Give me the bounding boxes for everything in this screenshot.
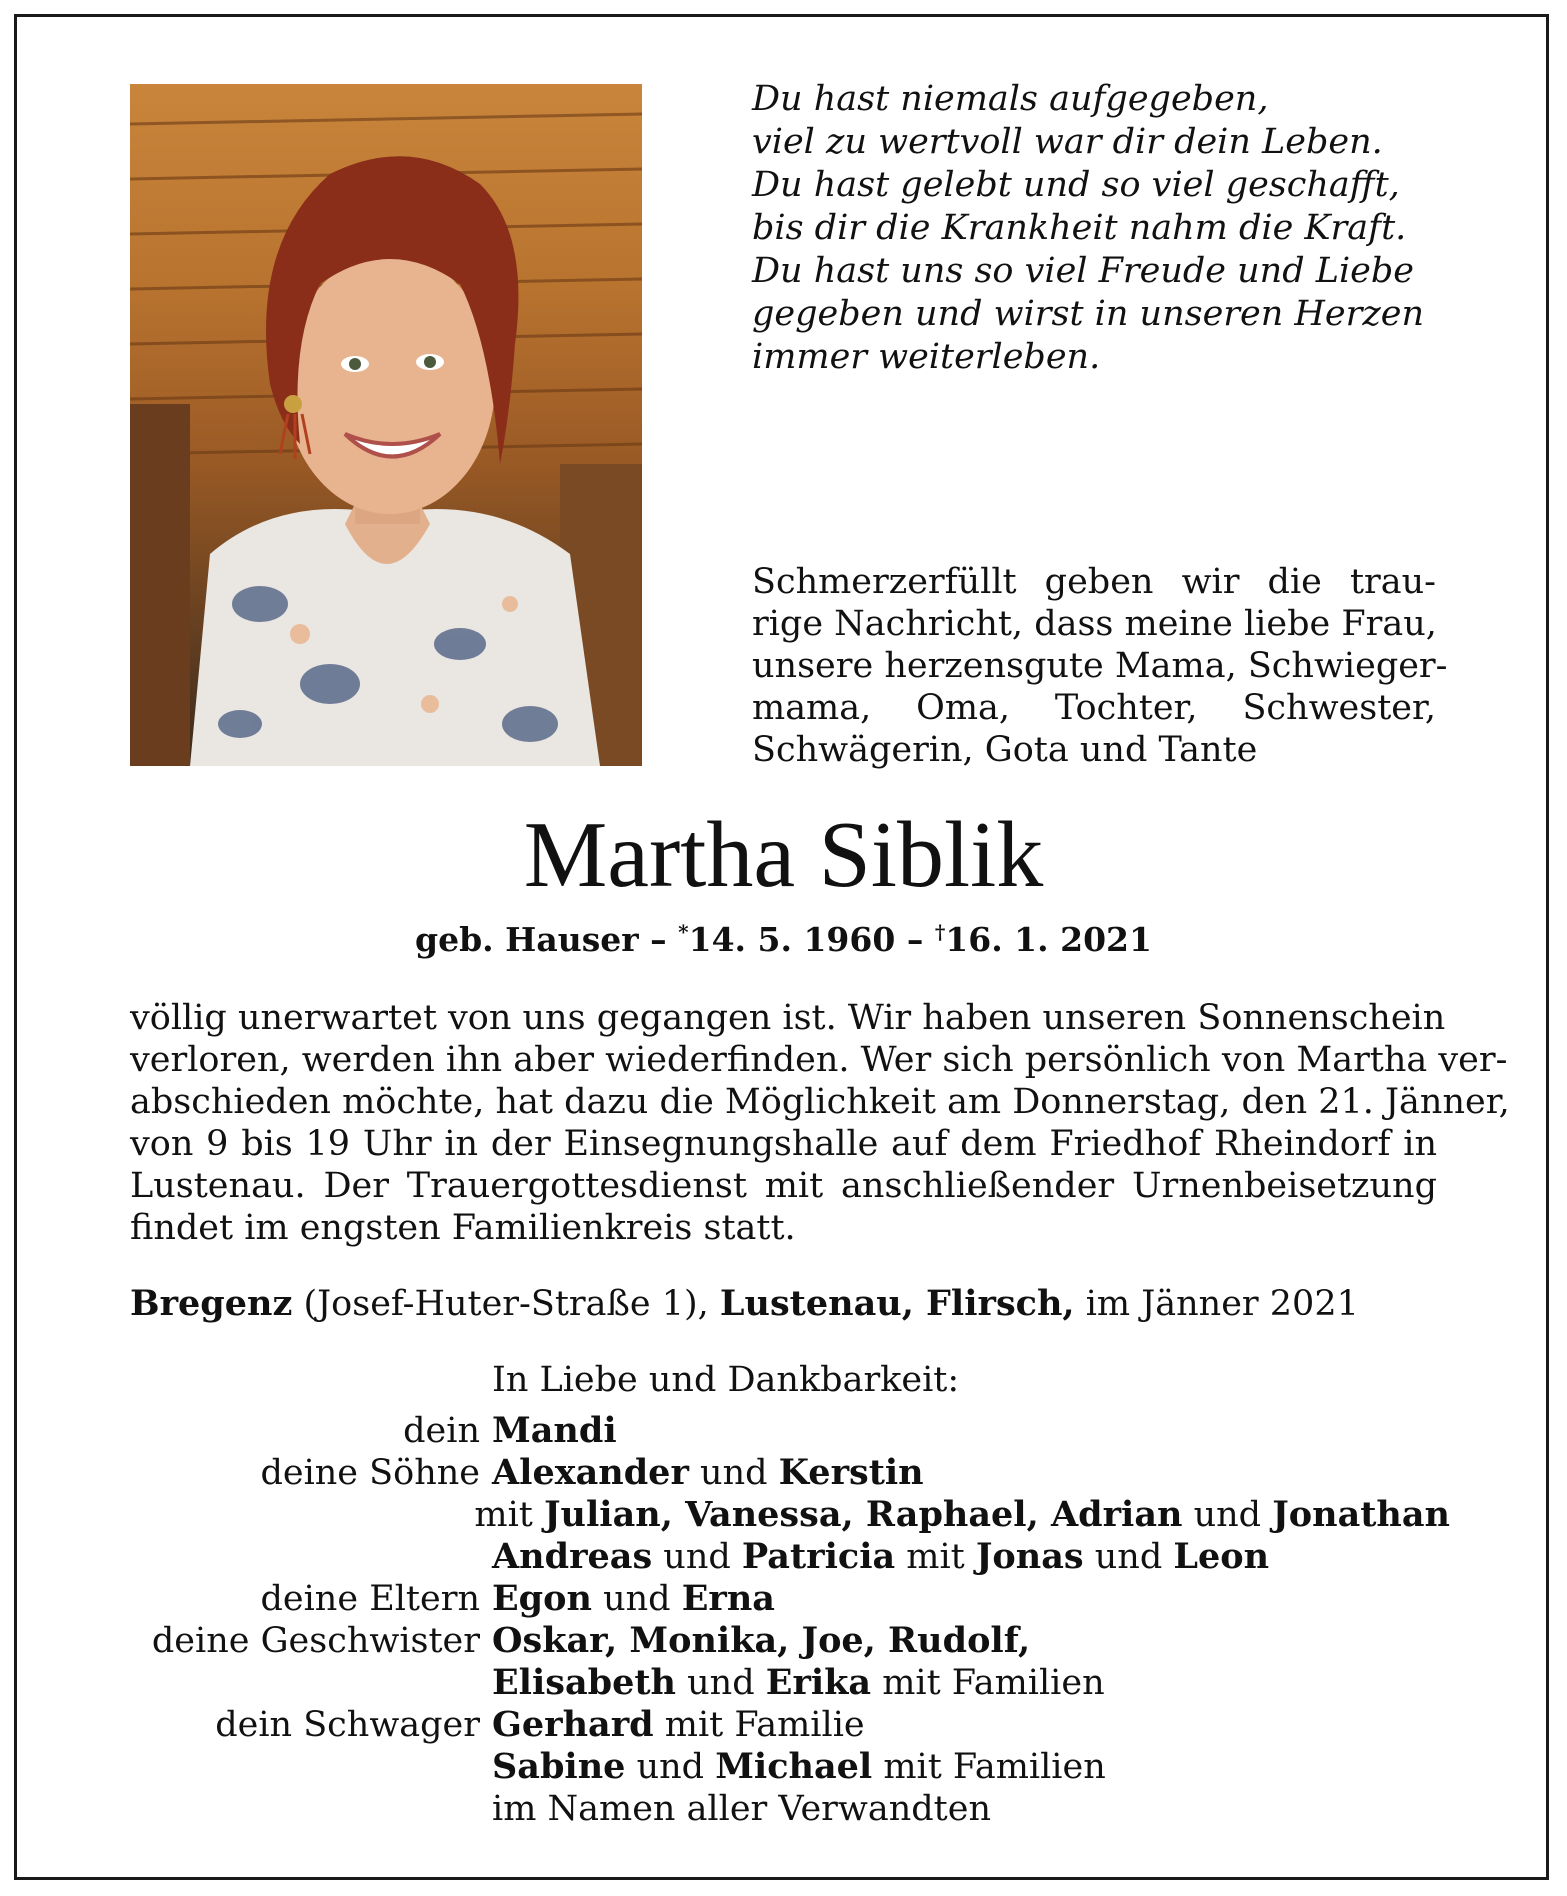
intro-line: Schmerzerfüllt geben wir die trau- [752,562,1436,602]
connector-text: und [652,1537,742,1577]
mourner-name: Michael [715,1746,873,1787]
mourner-names [474,1494,1450,1536]
mourner-row [130,1746,1450,1788]
mourner-name: Mandi [492,1410,617,1451]
mourner-row [130,1494,1450,1536]
mourner-names [492,1536,1269,1578]
portrait-photo [130,84,642,766]
mourner-name: Julian, Vanessa, Raphael, Adrian [543,1494,1183,1535]
mourner-names [492,1704,865,1746]
body-line: verloren, werden ihn aber wiederfinden. Wer sich persönlich von Martha ver- [130,1040,1508,1080]
place-city: Bregenz [130,1283,293,1324]
body-line: völlig unerwartet von uns gegangen ist. Wir haben unseren Sonnenschein [130,998,1446,1038]
poem [752,78,1452,379]
body-line: Lustenau. Der Trauergottesdienst mit anschließender Urnenbeisetzung [130,1166,1437,1206]
relation-label: deine Eltern [260,1579,480,1619]
mourner-name: Alexander [492,1452,689,1493]
body-line: von 9 bis 19 Uhr in der Einsegnungshalle auf dem Friedhof Rheindorf in [130,1124,1437,1164]
relation-label [130,1788,492,1830]
mourner-name: Jonathan [1272,1494,1450,1535]
mourner-row [130,1620,1450,1662]
mourner-row [130,1578,1450,1620]
connector-text: mit [895,1537,976,1577]
mourner-row [130,1452,1450,1494]
announcement-body [130,997,1510,1249]
birth-death-dates [0,910,1567,962]
mourner-row [130,1410,1450,1452]
mourner-names [492,1746,1106,1788]
relation-label: dein [403,1411,480,1451]
mourner-name: Oskar, Monika, Joe, Rudolf, [492,1620,1031,1661]
connector-text: mit [474,1495,544,1535]
mourner-row [130,1788,1450,1830]
connector-text: mit Familien [872,1747,1106,1787]
place-month: im Jänner 2021 [1085,1284,1359,1324]
died-symbol: † [934,920,946,944]
birth-name: geb. Hauser [415,920,639,959]
mourner-name: Erika [765,1662,872,1703]
relation-label [130,1662,492,1704]
connector-text: und [676,1663,766,1703]
mourner-name: Andreas [492,1536,653,1577]
mourners-list [130,1410,1450,1830]
mourner-name: Patricia [741,1536,896,1577]
poem-line: Du hast niemals aufgegeben, [752,79,1269,119]
signature-heading: In Liebe und Dankbarkeit: [492,1360,960,1400]
connector-text: und [1083,1537,1174,1577]
intro-line: unsere herzensgute Mama, Schwieger- [752,646,1448,686]
mourner-names [492,1620,1030,1662]
poem-line: bis dir die Krankheit nahm die Kraft. [752,208,1407,248]
connector-text: und [688,1453,779,1493]
dash: – [650,920,667,959]
relation-label: deine Söhne [260,1453,480,1493]
connector-text: und [591,1579,682,1619]
mourner-names [492,1410,617,1452]
place-address: (Josef-Huter-Straße 1), [303,1284,709,1324]
mourner-name: Gerhard [492,1704,654,1745]
mourner-name: Erna [681,1578,775,1619]
body-line: abschieden möchte, hat dazu die Möglichkeit am Donnerstag, den 21. Jänner, [130,1082,1510,1122]
mourner-name: Jonas [975,1536,1084,1577]
mourner-names [492,1578,775,1620]
mourner-names [492,1662,1105,1704]
birth-date: 14. 5. 1960 [688,920,896,959]
connector-text: mit Familien [871,1663,1105,1703]
mourner-name: Kerstin [778,1452,924,1493]
poem-line: gegeben und wirst in unseren Herzen [752,294,1425,334]
mourner-name: Leon [1173,1536,1270,1577]
intro-line: Schwägerin, Gota und Tante [752,730,1258,770]
body-line: findet im engsten Familienkreis statt. [130,1208,796,1248]
death-date: 16. 1. 2021 [945,920,1152,959]
mourner-row [130,1662,1450,1704]
place-date [130,1283,1450,1325]
poem-line: viel zu wertvoll war dir dein Leben. [752,122,1383,162]
connector-text: und [1182,1495,1273,1535]
portrait-illustration [130,84,642,766]
mourner-row [130,1536,1450,1578]
poem-line: Du hast gelebt und so viel geschafft, [752,165,1400,205]
dash: – [906,920,924,959]
intro-line: mama, Oma, Tochter, Schwester, [752,688,1436,728]
intro-line: rige Nachricht, dass meine liebe Frau, [752,604,1437,644]
mourner-row [130,1704,1450,1746]
relation-label [130,1494,474,1536]
mourner-names [492,1788,991,1830]
relation-label [130,1536,492,1578]
relation-label [130,1746,492,1788]
announcement-intro [752,561,1448,771]
mourner-names [492,1452,924,1494]
connector-text: mit Familie [653,1705,865,1745]
connector-text: und [625,1747,716,1787]
poem-line: immer weiterleben. [752,337,1101,377]
mourner-name: Elisabeth [492,1662,677,1703]
connector-text: im Namen aller Verwandten [492,1789,991,1829]
poem-line: Du hast uns so viel Freude und Liebe [752,251,1415,291]
relation-label: deine Geschwister [151,1621,480,1661]
mourner-name: Egon [492,1578,592,1619]
mourner-name: Sabine [492,1746,626,1787]
born-symbol: * [678,920,689,944]
place-towns: Lustenau, Flirsch, [719,1283,1075,1324]
relation-label: dein Schwager [215,1705,480,1745]
deceased-name: Martha Siblik [523,803,1044,907]
